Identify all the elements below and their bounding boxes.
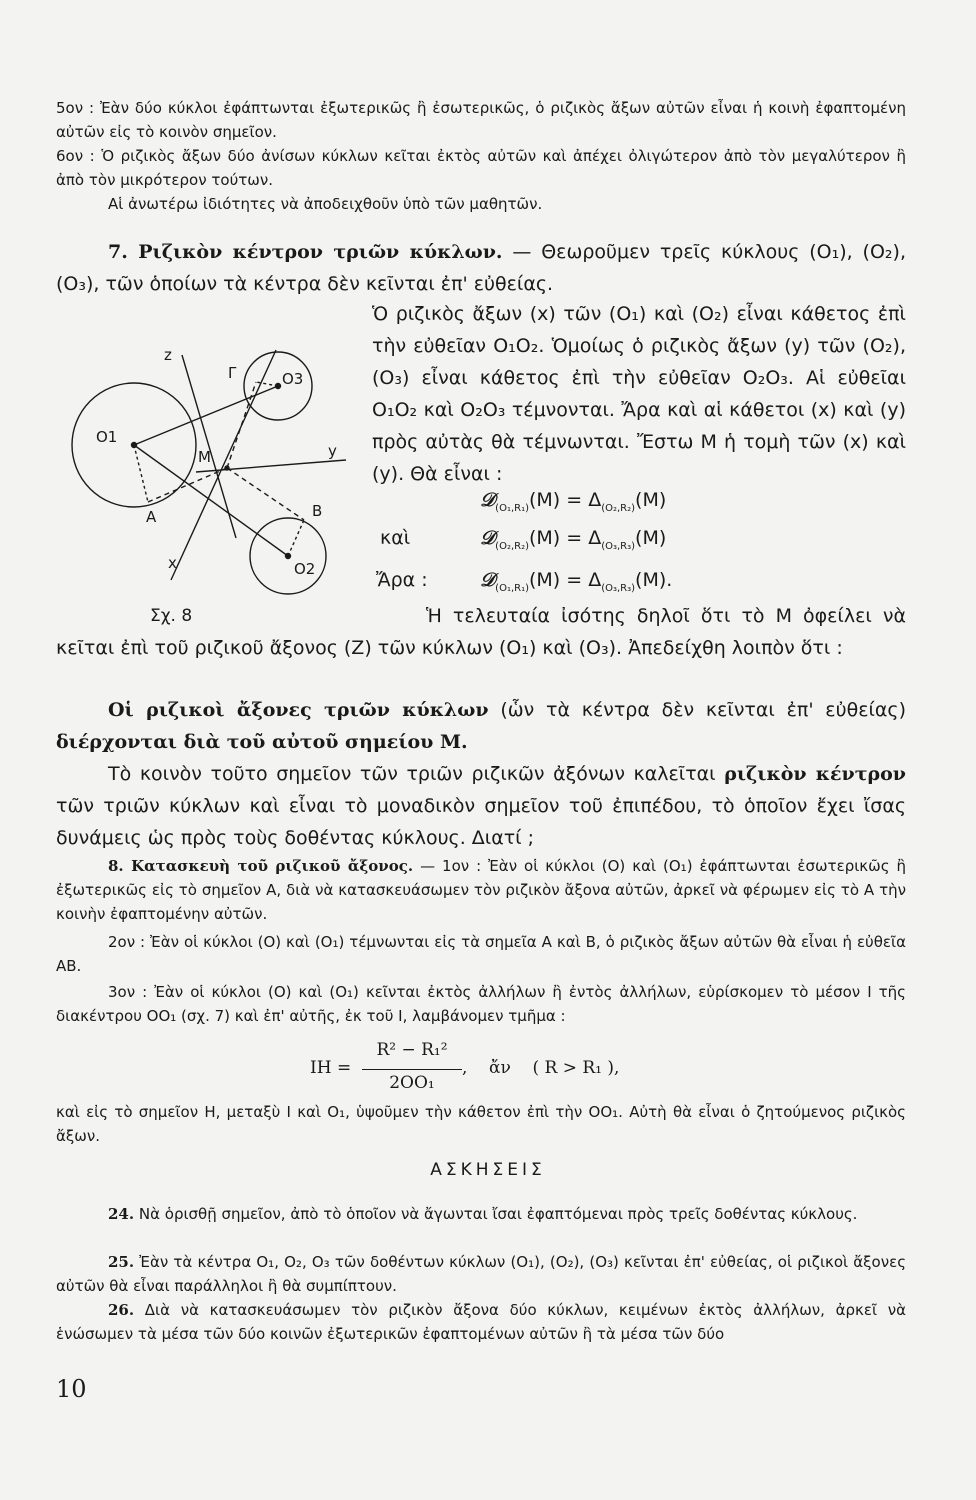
label-o3: O3 — [282, 370, 304, 388]
eq-word-hence: Ἄρα : — [376, 569, 428, 591]
theorem — [56, 694, 906, 758]
tangent-m-gamma — [227, 382, 256, 468]
equation-2: 𝒟$_{(O_2,R_2)}$(M) = $\Delta_{(O_3,R_3)}(M)$ — [480, 527, 667, 552]
def-term: ριζικὸν κέντρον — [724, 763, 906, 785]
def-end: τῶν τριῶν κύκλων καὶ εἶναι τὸ μοναδικὸν σημεῖον τοῦ ἐπιπέδου, τὸ ὁποῖον ἔχει ἴσας δυνάμεις ὡς πρὸς τοὺς δοθέντας κύκλους. Διατί ; — [56, 795, 906, 849]
axis-x — [171, 350, 276, 580]
label-a: A — [146, 508, 157, 526]
section-8-p1 — [56, 854, 906, 926]
point-o1 — [132, 443, 137, 448]
exercise-number: 25. — [108, 1253, 135, 1271]
exercises-title: ΑΣΚΗΣΕΙΣ — [430, 1160, 546, 1180]
after-eq-text: Ἡ τελευταία ἰσότης δηλοῖ ὅτι τὸ M ὀφείλει νὰ κεῖται ἐπὶ τοῦ ριζικοῦ ἄξονος (Z) τῶν κύκλων (O₁) καὶ (O₃). Ἀπεδείχθη λοιπὸν ὅτι : — [56, 605, 906, 659]
section-8-p2: 2ον : Ἐὰν οἱ κύκλοι (O) καὶ (O₁) τέμνωνται εἰς τὰ σημεῖα A καὶ B, ὁ ριζικὸς ἄξων αὐτῶν θὰ εἶναι ἡ εὐθεῖα AB. — [56, 933, 906, 975]
figure-8 — [56, 330, 376, 630]
label-m: M — [198, 448, 211, 466]
equation-3: 𝒟$_{(O_1,R_1)}$(M) = $\Delta_{(O_3,R_3)}(M)$. — [480, 569, 673, 594]
label-x: x — [168, 554, 177, 572]
equation-1: 𝒟$_{(O_1,R_1)}$(M) = $\Delta_{(O_2,R_2)}(M)$ — [480, 489, 667, 514]
property-6: 6ον : Ὁ ριζικὸς ἄξων δύο ἀνίσων κύκλων κεῖται ἐκτὸς αὐτῶν καὶ ἀπέχει ὀλιγώτερον ἀπὸ τὸν μεγαλύτερον ἢ ἀπὸ τὸν μικρότερον τούτων. — [56, 147, 906, 189]
section-7-after-equations — [56, 600, 906, 664]
formula-bar — [362, 1069, 462, 1070]
property-5: 5ον : Ἐὰν δύο κύκλοι ἐφάπτωνται ἐξωτερικῶς ἢ ἐσωτερικῶς, ὁ ριζικὸς ἄξων αὐτῶν εἶναι ἡ κοινὴ ἐφαπτομένη αὐτῶν εἰς τὸ κοινὸν σημεῖον. — [56, 99, 906, 141]
section-8-p4: καὶ εἰς τὸ σημεῖον H, μεταξὺ I καὶ O₁, ὑψοῦμεν τὴν κάθετον ἐπὶ τὴν OO₁. Αὐτὴ θὰ εἶναι ὁ ζητούμενος ριζικὸς ἄξων. — [56, 1103, 906, 1145]
point-o3 — [276, 384, 281, 389]
label-b: B — [312, 502, 323, 520]
exercise-number: 26. — [108, 1301, 135, 1319]
radius-o2-b — [288, 520, 304, 556]
theorem-bold-end: διέρχονται διὰ τοῦ αὐτοῦ σημείου M. — [56, 731, 468, 753]
proof-note: Αἱ ἀνωτέρω ἰδιότητες νὰ ἀποδειχθοῦν ὑπὸ τῶν μαθητῶν. — [108, 195, 543, 213]
section-7-beside-figure: Ὁ ριζικὸς ἄξων (x) τῶν (O₁) καὶ (O₂) εἶναι κάθετος ἐπὶ τὴν εὐθεῖαν O₁O₂. Ὁμοίως ὁ ριζικὸς ἄξων (y) τῶν (O₂),(O₃) εἶναι κάθετος ἐπὶ τὴν εὐθεῖαν O₂O₃. Αἱ εὐθεῖαι O₁O₂ καὶ O₂O₃ τέμνονται. Ἄρα καὶ αἱ κάθετοι (x) καὶ (y) πρὸς αὐτὰς θὰ τέμνωνται. Ἔστω M ἡ τομὴ τῶν (x) καὶ (y). Θὰ εἶναι : — [372, 303, 906, 485]
point-m — [225, 466, 229, 470]
label-z: z — [164, 346, 172, 364]
section-8-p3: 3ον : Ἐὰν οἱ κύκλοι (O) καὶ (O₁) κεῖνται ἐκτὸς ἀλλήλων ἢ ἐντὸς ἀλλήλων, εὑρίσκομεν τὸ μέσον I τῆς διακέντρου OO₁ (σχ. 7) καὶ ἐπ' αὐτῆς, ἐκ τοῦ I, λαμβάνομεν τμῆμα : — [56, 983, 906, 1025]
tangent-m-a — [148, 468, 227, 502]
figure-caption: Σχ. 8 — [150, 606, 193, 626]
axis-y — [196, 460, 346, 472]
section-7-lead-text: — Θεωροῦμεν τρεῖς κύκλους (O₁), (O₂), (O₃), τῶν ὁποίων τὰ κέντρα δὲν κεῖνται ἐπ' εὐθείας. — [56, 241, 906, 295]
theorem-paren: (ὧν τὰ κέντρα δὲν κεῖνται ἐπ' εὐθείας) — [500, 699, 906, 721]
section-8-p1-text: — 1ον : Ἐὰν οἱ κύκλοι (O) καὶ (O₁) ἐφάπτωνται ἐσωτερικῶς ἢ ἐξωτερικῶς εἰς τὸ σημεῖον A, διὰ νὰ κατασκευάσωμεν τὸν ριζικὸν ἄξονα αὐτῶν, ἀρκεῖ νὰ φέρωμεν εἰς τὸ A τὴν κοινὴν ἐφαπτομένην αὐτῶν. — [56, 857, 906, 923]
theorem-bold: Οἱ ριζικοὶ ἄξονες τριῶν κύκλων — [108, 699, 489, 721]
formula — [300, 1040, 700, 1100]
line-o1-o2 — [134, 445, 288, 556]
section-8-heading: 8. Κατασκευὴ τοῦ ριζικοῦ ἄξονος. — [108, 857, 414, 875]
eq-word-and: καὶ — [380, 527, 411, 549]
exercise-text: Νὰ ὁρισθῇ σημεῖον, ἀπὸ τὸ ὁποῖον νὰ ἄγωνται ἴσαι ἐφαπτόμεναι πρὸς τρεῖς δοθέντας κύκλους. — [138, 1205, 858, 1223]
formula-denominator: 2OO₁ — [389, 1073, 435, 1093]
section-7-lead — [56, 236, 906, 300]
formula-condition: , ἄν ( R > R₁ ), — [462, 1058, 620, 1078]
exercise-26 — [56, 1298, 906, 1346]
exercise-24 — [56, 1202, 906, 1226]
label-y: y — [328, 442, 337, 460]
formula-lhs: IH = — [310, 1058, 352, 1078]
point-o2 — [286, 554, 291, 559]
axis-z — [182, 355, 236, 538]
tangent-m-b — [227, 468, 304, 520]
section-7-heading: 7. Ριζικὸν κέντρον τριῶν κύκλων. — [108, 241, 503, 263]
exercise-text: Ἐὰν τὰ κέντρα O₁, O₂, O₃ τῶν δοθέντων κύκλων (O₁), (O₂), (O₃) κεῖνται ἐπ' εὐθείας, οἱ ριζικοὶ ἄξονες αὐτῶν θὰ εἶναι παράλληλοι ἢ θὰ συμπίπτουν. — [56, 1253, 906, 1295]
exercise-25 — [56, 1250, 906, 1298]
radical-center-definition — [56, 758, 906, 854]
page-number: 10 — [56, 1375, 87, 1403]
label-o2: O2 — [294, 560, 316, 578]
formula-numerator: R² − R₁² — [376, 1040, 448, 1060]
label-gamma: Γ — [228, 364, 237, 382]
def-start: Τὸ κοινὸν τοῦτο σημεῖον τῶν τριῶν ριζικῶν ἀξόνων καλεῖται — [108, 763, 716, 785]
exercise-text: Διὰ νὰ κατασκευάσωμεν τὸν ριζικὸν ἄξονα δύο κύκλων, κειμένων ἐκτὸς ἀλλήλων, ἀρκεῖ νὰ ἑνώσωμεν τὰ μέσα τῶν δύο κοινῶν ἐξωτερικῶν ἐφαπτομένων αὐτῶν ἢ τὰ μέσα τῶν δύο — [56, 1301, 906, 1343]
label-o1: O1 — [96, 428, 118, 446]
exercise-number: 24. — [108, 1205, 135, 1223]
